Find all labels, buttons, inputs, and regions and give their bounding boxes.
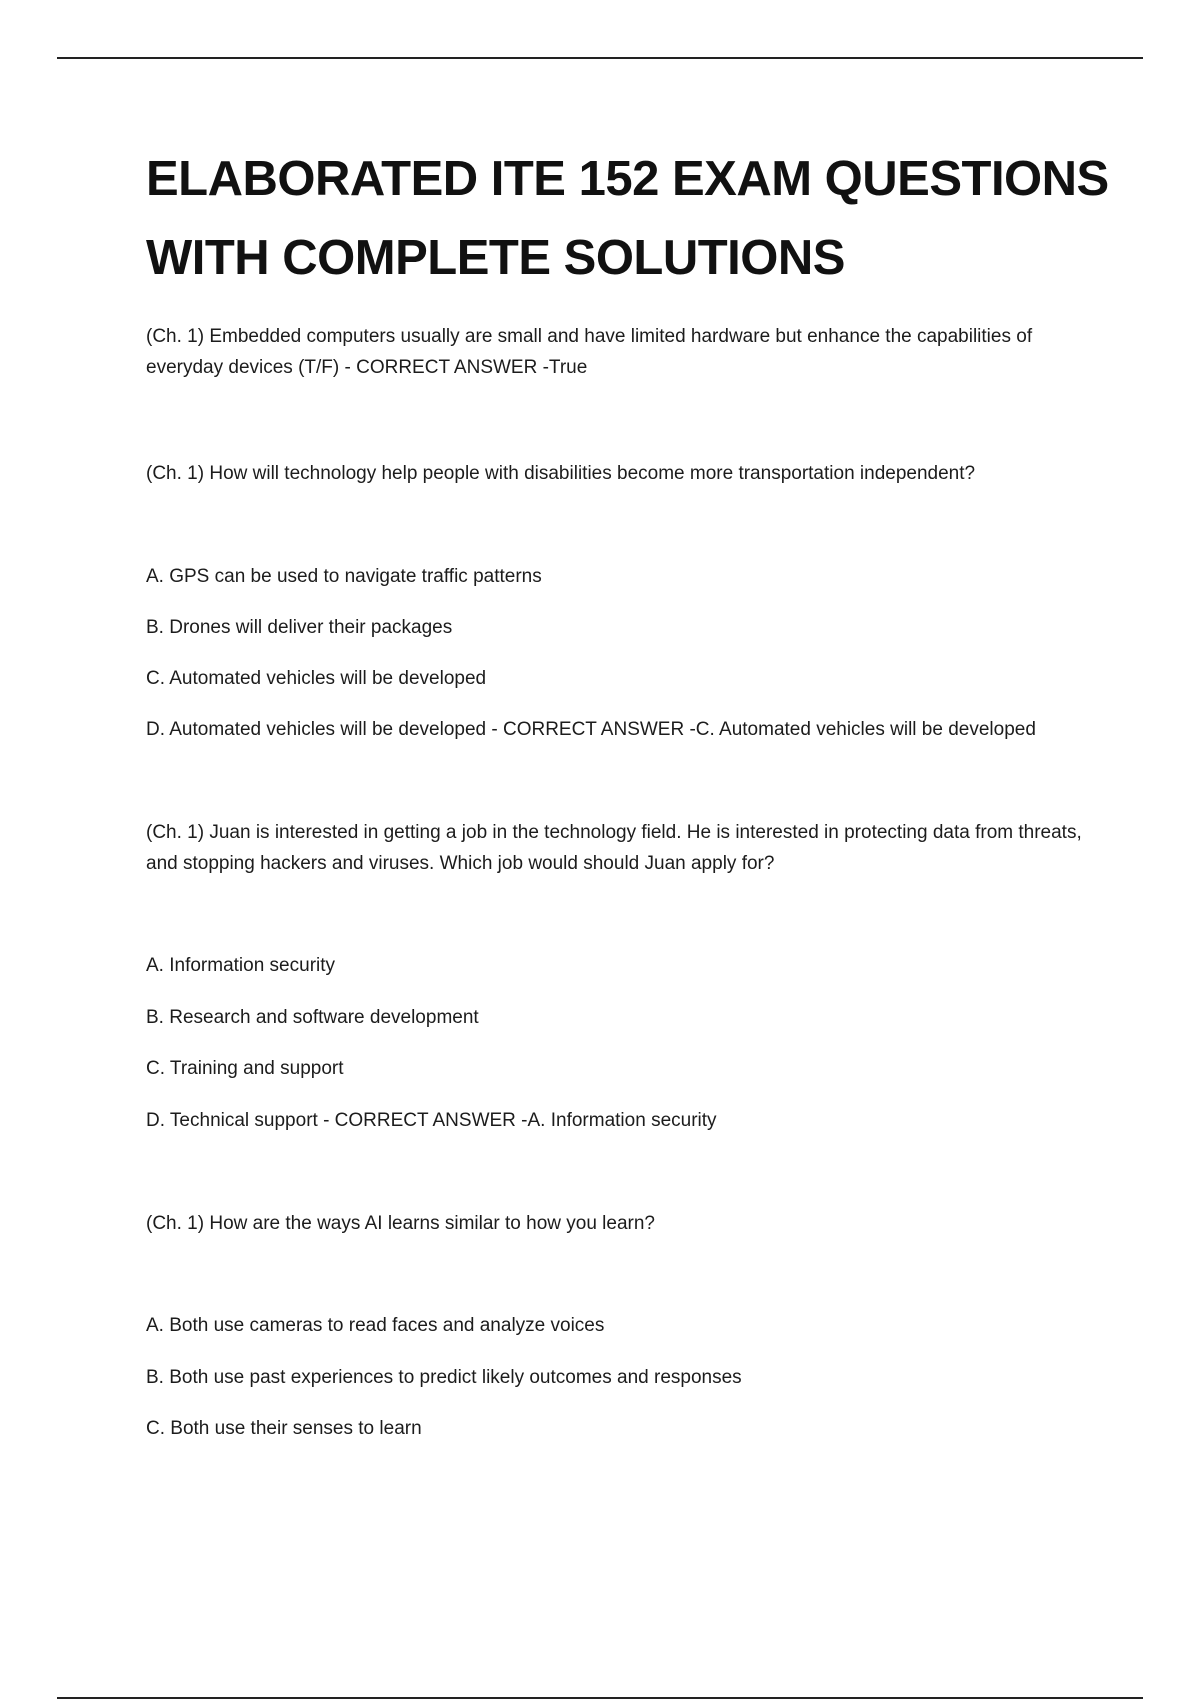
document-title — [146, 140, 1146, 298]
question-4-option-c: C. Both use their senses to learn — [146, 1418, 422, 1439]
document-title-line-1: ELABORATED ITE 152 EXAM QUESTIONS — [146, 152, 1109, 206]
question-2-option-c: C. Automated vehicles will be developed — [146, 668, 487, 689]
question-3-option-c: C. Training and support — [146, 1058, 344, 1079]
question-1-text: (Ch. 1) Embedded computers usually are small and have limited hardware but enhance the capabilities of everyday devices (T/F) - CORRECT ANSWER -True — [146, 326, 1033, 378]
question-2-option-b: B. Drones will deliver their packages — [146, 617, 453, 638]
question-2-text: (Ch. 1) How will technology help people with disabilities become more transportation independent? — [146, 463, 976, 484]
question-3-text: (Ch. 1) Juan is interested in getting a job in the technology field. He is interested in protecting data from threats, and stopping hackers and viruses. Which job would should Juan apply for? — [146, 822, 1082, 874]
question-2-option-d: D. Automated vehicles will be developed - CORRECT ANSWER -C. Automated vehicles will be developed — [146, 719, 1036, 740]
footer-rule — [57, 1697, 1143, 1699]
question-3-option-d: D. Technical support - CORRECT ANSWER -A. Information security — [146, 1110, 717, 1131]
header-rule — [57, 57, 1143, 59]
question-4-option-b: B. Both use past experiences to predict likely outcomes and responses — [146, 1367, 742, 1388]
question-3-option-b: B. Research and software development — [146, 1007, 479, 1028]
question-4-text: (Ch. 1) How are the ways AI learns similar to how you learn? — [146, 1213, 655, 1234]
document-title-line-2: WITH COMPLETE SOLUTIONS — [146, 231, 845, 285]
question-2-option-a: A. GPS can be used to navigate traffic patterns — [146, 566, 542, 587]
question-3-option-a: A. Information security — [146, 955, 336, 976]
question-4-option-a: A. Both use cameras to read faces and analyze voices — [146, 1315, 605, 1336]
